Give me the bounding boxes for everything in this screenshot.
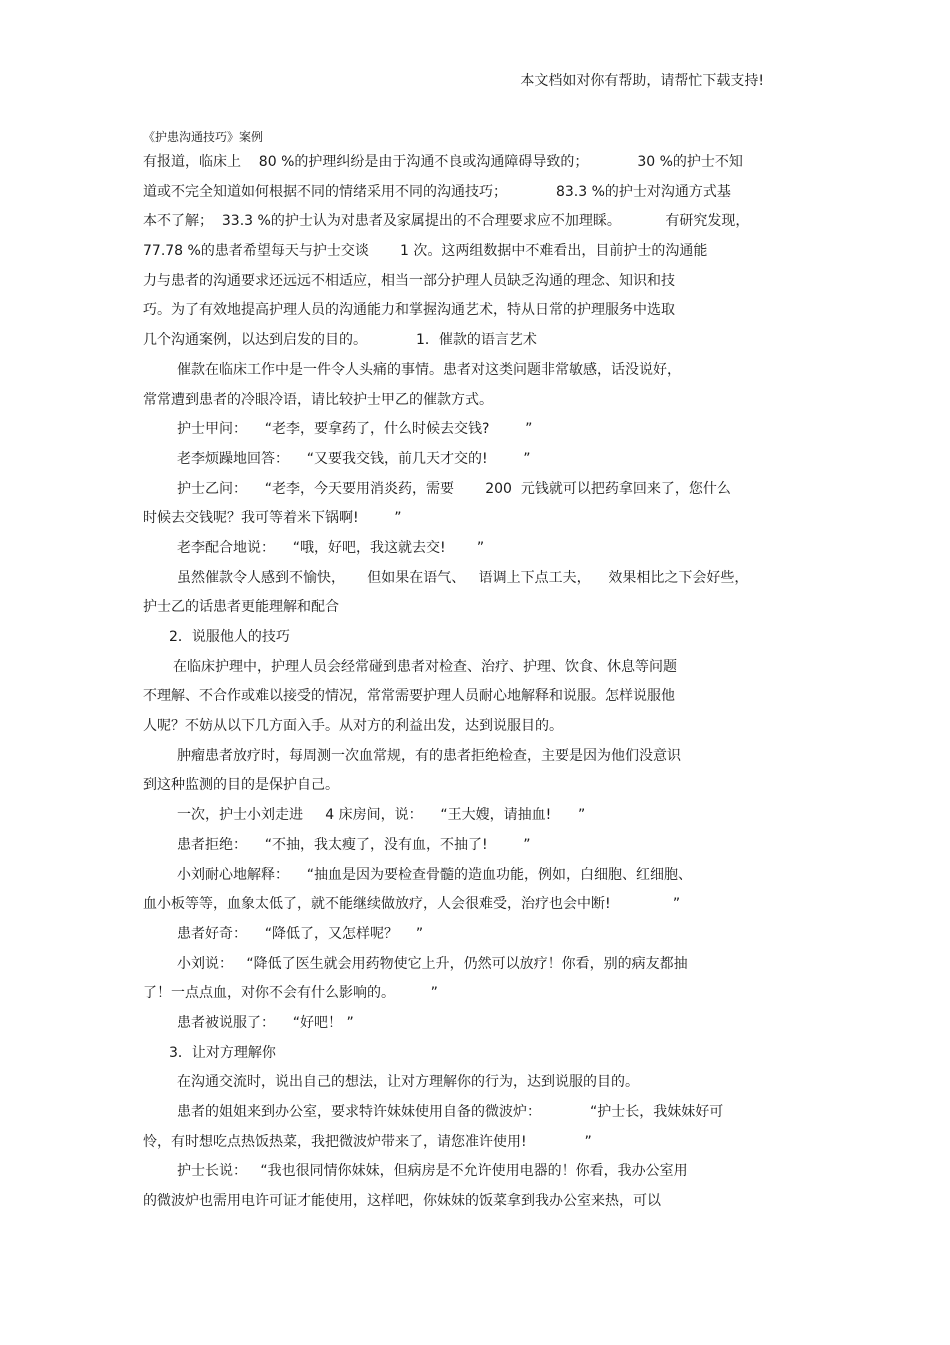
text-line: 道或不完全知道如何根据不同的情绪采用不同的沟通技巧； 83.3 %的护士对沟通方式基 <box>143 183 731 200</box>
text-line: 患者的姐姐来到办公室，要求特许妹妹使用自备的微波炉： “护士长，我妹妹好可 <box>177 1104 724 1120</box>
document-body <box>143 126 783 1217</box>
text-line: 患者好奇： “降低了，又怎样呢？ ” <box>177 925 424 942</box>
text-line: 患者被说服了： “好吧！ ” <box>177 1014 354 1031</box>
text-line: 力与患者的沟通要求还远远不相适应，相当一部分护理人员缺乏沟通的理念、知识和技 <box>143 272 675 289</box>
text-line: 小刘耐心地解释： “抽血是因为要检查骨髓的造血功能，例如，白细胞、红细胞、 <box>177 866 693 883</box>
text-line: 到这种监测的目的是保护自己。 <box>143 777 339 794</box>
text-line: 有报道，临床上 80 %的护理纠纷是由于沟通不良或沟通障碍导致的； 30 %的护士不知 <box>143 154 743 170</box>
text-line: 血小板等等，血象太低了，就不能继续做放疗，人会很难受，治疗也会中断! ” <box>143 896 681 913</box>
text-line: 怜，有时想吃点热饭热菜，我把微波炉带来了，请您准许使用! ” <box>143 1133 592 1150</box>
page-header-note: 本文档如对你有帮助，请帮忙下载支持! <box>520 73 764 89</box>
text-line: 不理解、不合作或难以接受的情况，常常需要护理人员耐心地解释和说服。怎样说服他 <box>143 688 675 705</box>
text-line: 一次，护士小刘走进 4 床房间，说： “王大嫂，请抽血! ” <box>177 807 586 824</box>
text-line: 护士甲问： “老李，要拿药了，什么时候去交钱? ” <box>177 421 533 438</box>
text-line: 小刘说： “降低了医生就会用药物使它上升，仍然可以放疗！你看，别的病友都抽 <box>177 955 688 972</box>
text-line: 的微波炉也需用电许可证才能使用，这样吧，你妹妹的饭菜拿到我办公室来热，可以 <box>143 1193 661 1210</box>
text-line: 巧。为了有效地提高护理人员的沟通能力和掌握沟通艺术，特从日常的护理服务中选取 <box>143 302 675 319</box>
text-line: 时候去交钱呢？我可等着米下锅啊! ” <box>143 510 402 527</box>
text-line: 2．说服他人的技巧 <box>169 629 290 645</box>
text-line: 老李烦躁地回答： “又要我交钱，前几天才交的! ” <box>177 450 531 467</box>
text-line: 3．让对方理解你 <box>169 1044 276 1061</box>
text-line: 77.78 %的患者希望每天与护士交谈 1 次。这两组数据中不难看出，目前护士的沟通能 <box>143 243 708 260</box>
text-line: 在临床护理中，护理人员会经常碰到患者对检查、治疗、护理、饮食、休息等问题 <box>173 658 677 675</box>
text-line: 催款在临床工作中是一件令人头痛的事情。患者对这类问题非常敏感，话没说好， <box>177 361 681 378</box>
text-line: 护士乙的话患者更能理解和配合 <box>143 599 339 616</box>
text-line: 人呢？不妨从以下几方面入手。从对方的利益出发，达到说服目的。 <box>143 718 563 735</box>
paragraph-lines <box>143 148 783 1217</box>
text-line: 护士长说： “我也很同情你妹妹，但病房是不允许使用电器的！你看，我办公室用 <box>177 1163 688 1180</box>
text-line: 常常遭到患者的冷眼冷语，请比较护士甲乙的催款方式。 <box>143 391 493 408</box>
text-line: 几个沟通案例，以达到启发的目的。 1．催款的语言艺术 <box>143 332 537 349</box>
text-line: 本不了解； 33.3 %的护士认为对患者及家属提出的不合理要求应不加理睬。 有研究发现， <box>143 213 750 230</box>
text-line: 肿瘤患者放疗时，每周测一次血常规，有的患者拒绝检查，主要是因为他们没意识 <box>177 747 681 764</box>
text-line: 了！一点点血，对你不会有什么影响的。 ” <box>143 985 438 1002</box>
document-title: 《护患沟通技巧》案例 <box>143 130 264 144</box>
text-line: 患者拒绝： “不抽，我太瘦了，没有血，不抽了! ” <box>177 836 531 853</box>
text-line: 虽然催款令人感到不愉快， 但如果在语气、 语调上下点工夫， 效果相比之下会好些， <box>177 569 749 586</box>
text-line: 老李配合地说： “哦，好吧，我这就去交! ” <box>177 539 485 556</box>
text-line: 护士乙问： “老李，今天要用消炎药，需要 200 元钱就可以把药拿回来了，您什么 <box>177 480 731 497</box>
text-line: 在沟通交流时，说出自己的想法，让对方理解你的行为，达到说服的目的。 <box>177 1074 639 1091</box>
